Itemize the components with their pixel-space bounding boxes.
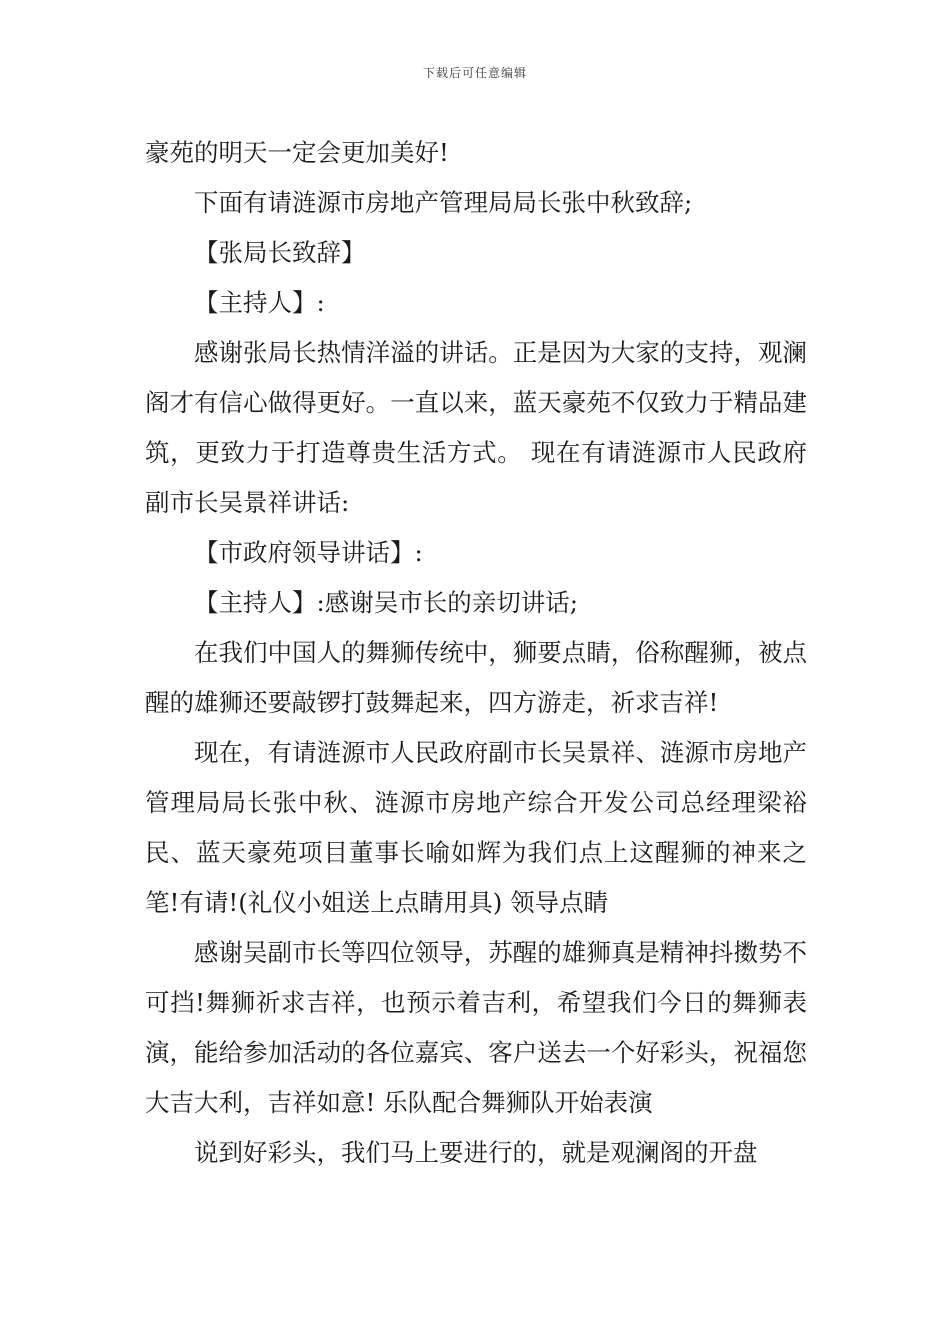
paragraph-8: 在我们中国人的舞狮传统中，狮要点睛，俗称醒狮，被点醒的雄狮还要敲锣打鼓舞起来，四方游走，祈求吉祥! [145, 638, 807, 717]
paragraph-4: 【主持人】: [194, 288, 325, 317]
page-header: 下载后可任意编辑 [422, 66, 527, 80]
paragraph-2: 下面有请涟源市房地产管理局局长张中秋致辞; [194, 188, 693, 217]
paragraph-5: 感谢张局长热情洋溢的讲话。正是因为大家的支持，观澜阁才有信心做得更好。一直以来，蓝天豪苑不仅致力于精品建筑，更致力于打造尊贵生活方式。 现在有请涟源市人民政府副市长吴景祥讲话: [145, 338, 807, 517]
paragraph-9: 现在，有请涟源市人民政府副市长吴景祥、涟源市房地产管理局局长张中秋、涟源市房地产综合开发公司总经理梁裕民、蓝天豪苑项目董事长喻如辉为我们点上这醒狮的神来之笔!有请!(礼仪小姐送上点睛用具) 领导点睛 [145, 738, 807, 917]
paragraph-1: 豪苑的明天一定会更加美好! [145, 138, 449, 167]
document-body [145, 128, 807, 1178]
paragraph-3: 【张局长致辞】 [194, 238, 366, 267]
paragraph-6: 【市政府领导讲话】: [194, 538, 423, 567]
paragraph-11: 说到好彩头，我们马上要进行的，就是观澜阁的开盘 [194, 1138, 758, 1167]
paragraph-7: 【主持人】:感谢吴市长的亲切讲话; [194, 588, 579, 617]
paragraph-10: 感谢吴副市长等四位领导，苏醒的雄狮真是精神抖擞势不可挡!舞狮祈求吉祥，也预示着吉利，希望我们今日的舞狮表演，能给参加活动的各位嘉宾、客户送去一个好彩头，祝福您大吉大利，吉祥如意! 乐队配合舞狮队开始表演 [145, 938, 807, 1117]
